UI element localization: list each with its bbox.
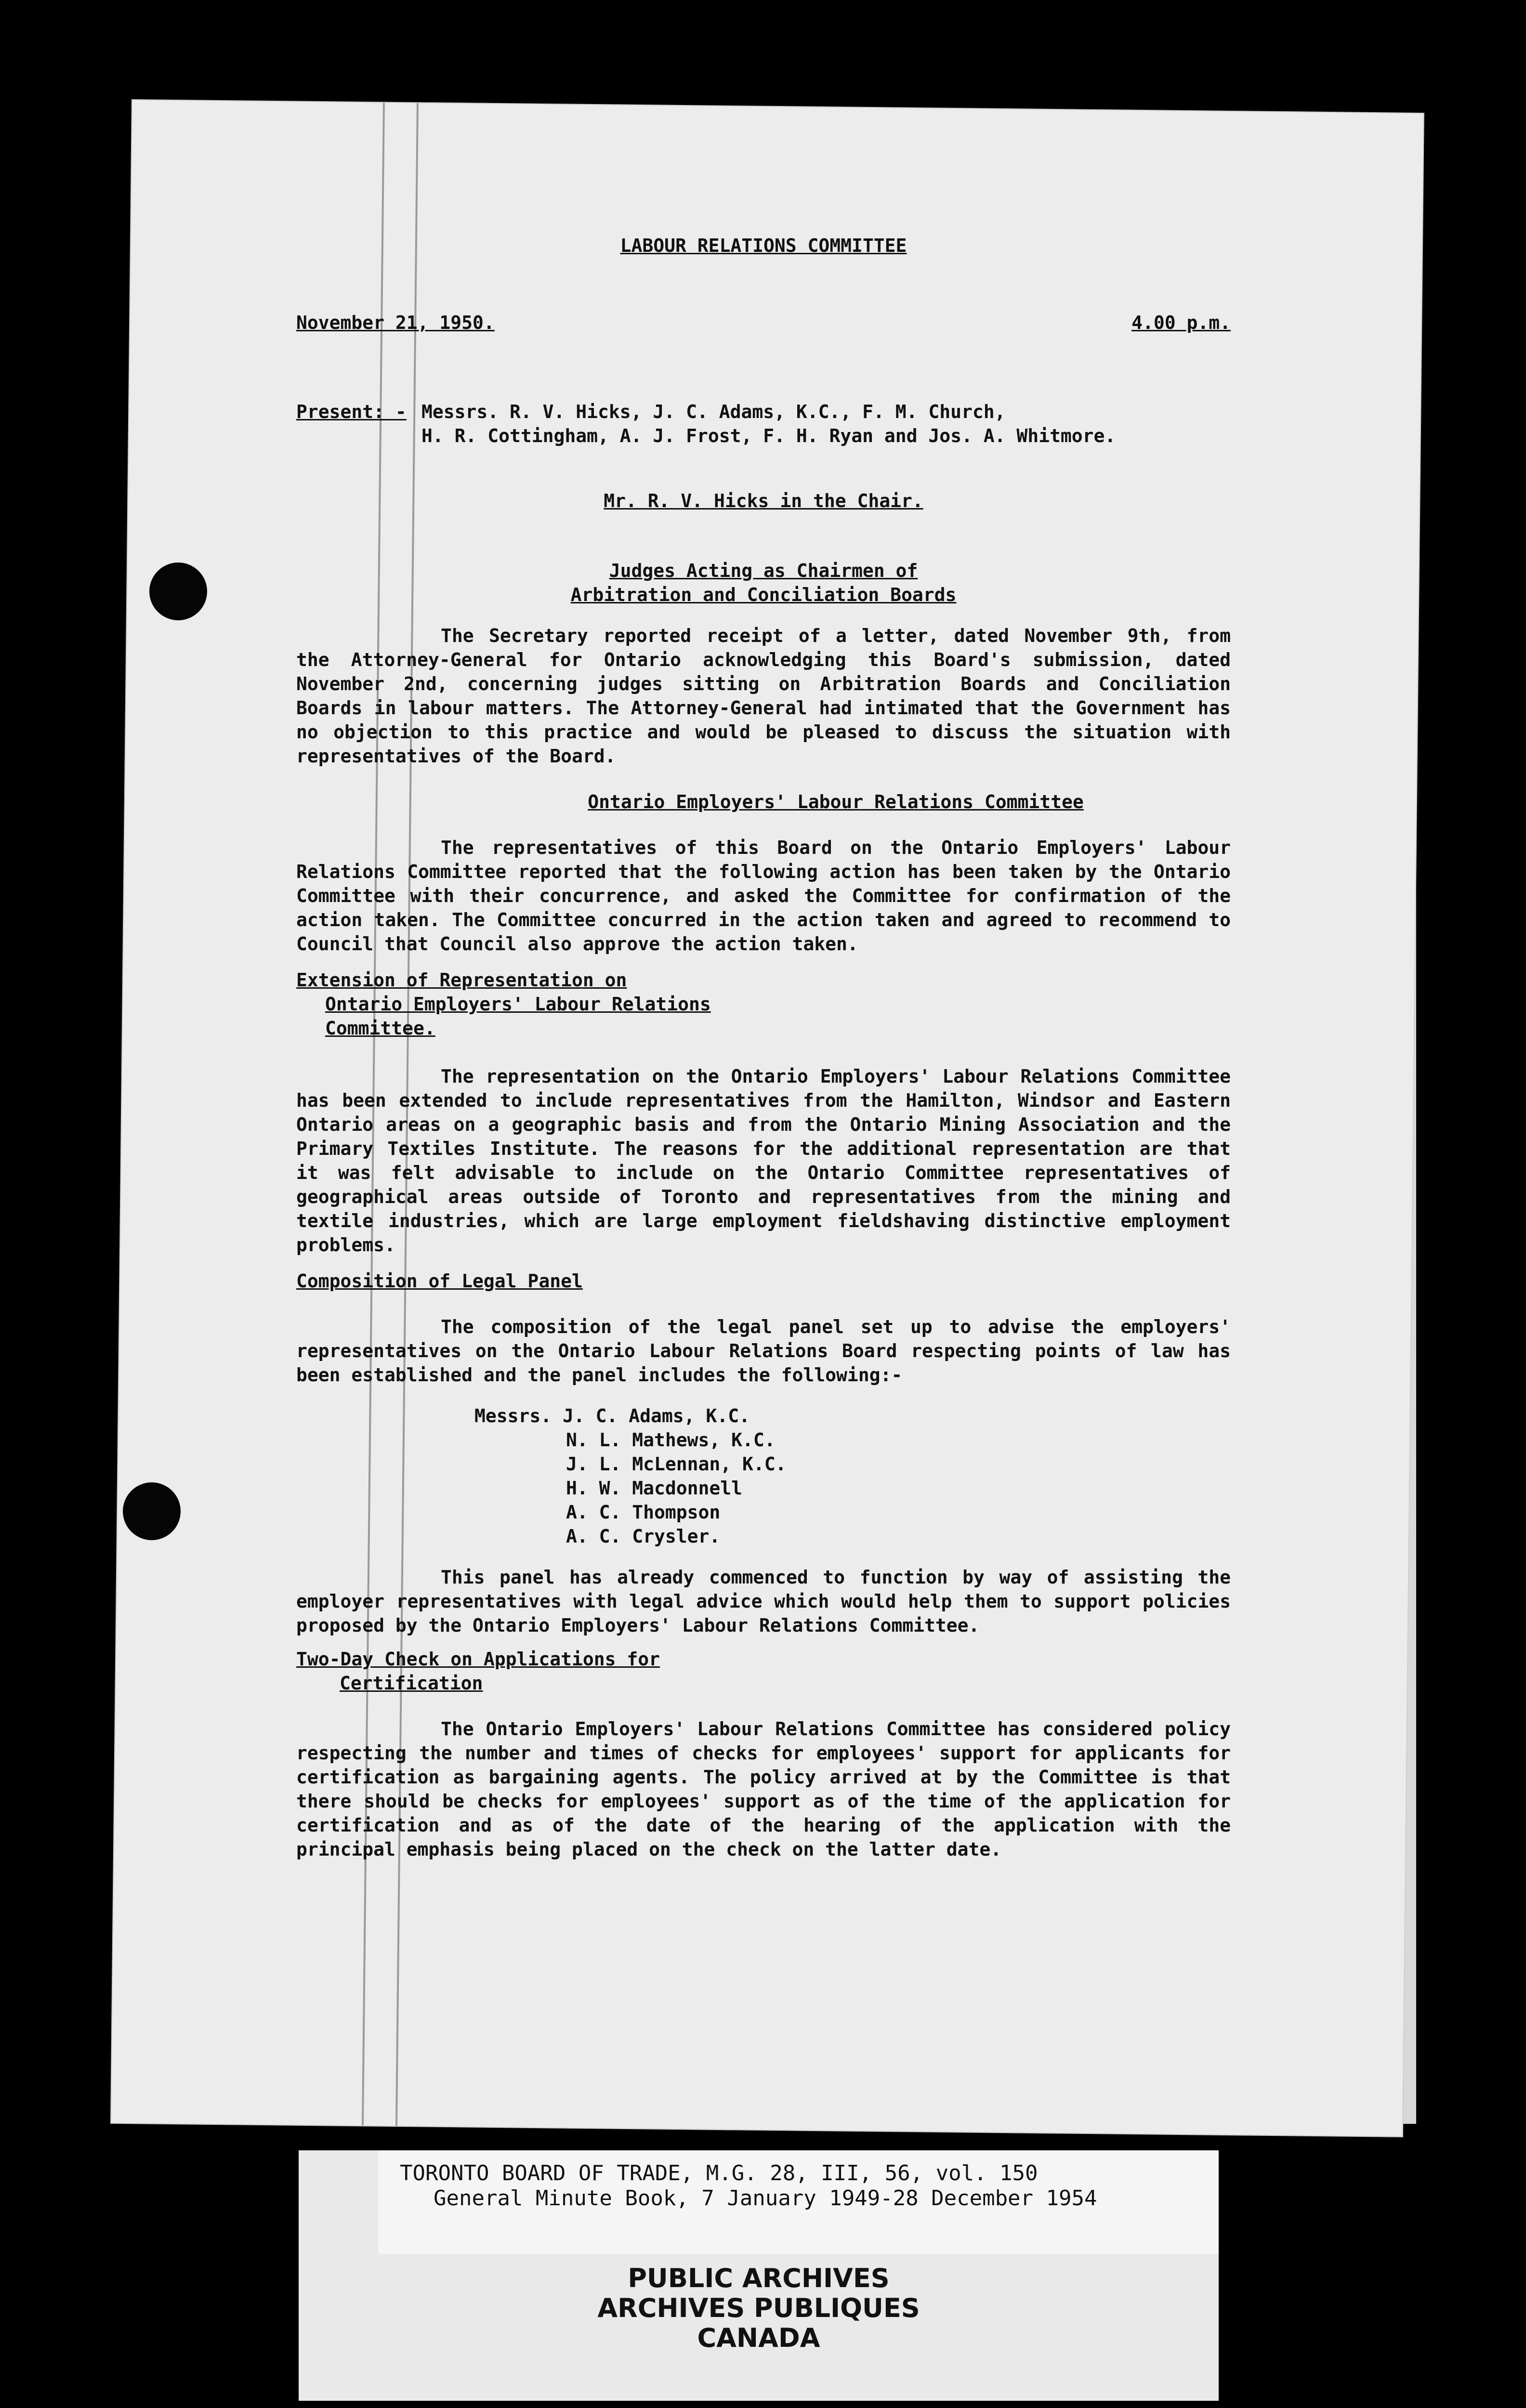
section-body: The Ontario Employers' Labour Relations Committee has considered policy respecting the number and times of checks for employees' support for applicants for certification as bargaining agents. The policy arrived at by the Committee is that there should be checks for employees' support as of the time of the application for certification and as of the date of the hearing of the application with the principal emphasis being placed on the check on the latter date.	[296, 1718, 1231, 1860]
list-item: H. W. Macdonnell	[566, 1478, 743, 1499]
archive-name: ARCHIVES PUBLIQUES	[597, 2293, 920, 2323]
section-body: The representatives of this Board on the Ontario Employers' Labour Relations Committee reported that the following action has been taken by the Ontario Committee with their concurrence, and asked the Committee for confirmation of the action taken. The Committee concurred in the action taken and agreed to recommend to Council that Council also approve the action taken.	[296, 837, 1231, 955]
present-label: Present: -	[296, 401, 407, 422]
section-heading: Ontario Employers' Labour Relations Committee	[588, 791, 1084, 812]
citation-line: General Minute Book, 7 January 1949-28 December 1954	[434, 2186, 1097, 2211]
list-item: J. L. McLennan, K.C.	[566, 1453, 787, 1475]
section	[296, 790, 1231, 956]
section-body: The representation on the Ontario Employers' Labour Relations Committee has been extended to include representatives from the Hamilton, Windsor and Eastern Ontario areas on a geographic basis and from the Ontario Mining Association and the Primary Textiles Institute. The reasons for the additional representation are that it was felt advisable to include on the Ontario Committee representatives of geographical areas outside of Toronto and representatives from the mining and textile industries, which are large employment fieldshaving distinctive employment problems.	[296, 1066, 1231, 1256]
section-body: The composition of the legal panel set up to advise the employers' representatives on the Ontario Labour Relations Board respecting points of law has been established and the panel includes the following:-	[296, 1316, 1231, 1386]
section	[296, 968, 1231, 1257]
section-heading: Committee.	[325, 1018, 435, 1039]
section	[296, 559, 1231, 768]
section-heading: Judges Acting as Chairmen of	[609, 560, 918, 581]
section-body: This panel has already commenced to function by way of assisting the employer representatives with legal advice which would help them to support policies proposed by the Ontario Employers' Labour Relations Committee.	[296, 1567, 1231, 1636]
list-item: N. L. Mathews, K.C.	[566, 1429, 776, 1451]
archive-citation	[378, 2150, 1219, 2254]
list-item: A. C. Crysler.	[566, 1526, 721, 1547]
section-heading: Arbitration and Conciliation Boards	[570, 584, 957, 605]
document-title: LABOUR RELATIONS COMMITTEE	[620, 235, 907, 256]
section-heading: Ontario Employers' Labour Relations	[325, 994, 711, 1015]
meeting-time: 4.00 p.m.	[1131, 312, 1231, 333]
archive-label	[299, 2150, 1219, 2401]
binder-hole	[123, 1482, 181, 1540]
section	[296, 1269, 1231, 1637]
attendance	[296, 400, 1231, 448]
present-line: H. R. Cottingham, A. J. Frost, F. H. Ryan and Jos. A. Whitmore.	[421, 425, 1116, 446]
meeting-date: November 21, 1950.	[296, 312, 495, 333]
chair-line: Mr. R. V. Hicks in the Chair.	[604, 490, 923, 511]
binder-hole	[149, 563, 207, 620]
list-item: A. C. Thompson	[566, 1502, 721, 1523]
minutes-text	[296, 135, 1231, 1861]
section-heading: Two-Day Check on Applications for	[296, 1649, 660, 1670]
section-heading: Composition of Legal Panel	[296, 1270, 583, 1292]
archive-name: PUBLIC ARCHIVES	[628, 2263, 890, 2293]
section	[296, 1647, 1231, 1861]
legal-panel-list	[296, 1404, 1231, 1548]
section-body: The Secretary reported receipt of a letter, dated November 9th, from the Attorney-General for Ontario acknowledging this Board's submission, dated November 2nd, concerning judges sitting on Arbitration Boards and Conciliation Boards in labour matters. The Attorney-General had intimated that the Government has no objection to this practice and would be pleased to discuss the situation with representatives of the Board.	[296, 625, 1231, 767]
archive-country: CANADA	[697, 2323, 820, 2353]
list-item: Messrs. J. C. Adams, K.C.	[474, 1405, 750, 1426]
citation-line: TORONTO BOARD OF TRADE, M.G. 28, III, 56, vol. 150	[400, 2161, 1038, 2186]
section-heading: Certification	[340, 1673, 483, 1694]
archive-stamp	[299, 2264, 1219, 2353]
section-heading: Extension of Representation on	[296, 969, 627, 991]
present-line: Messrs. R. V. Hicks, J. C. Adams, K.C., F. M. Church,	[421, 401, 1006, 422]
